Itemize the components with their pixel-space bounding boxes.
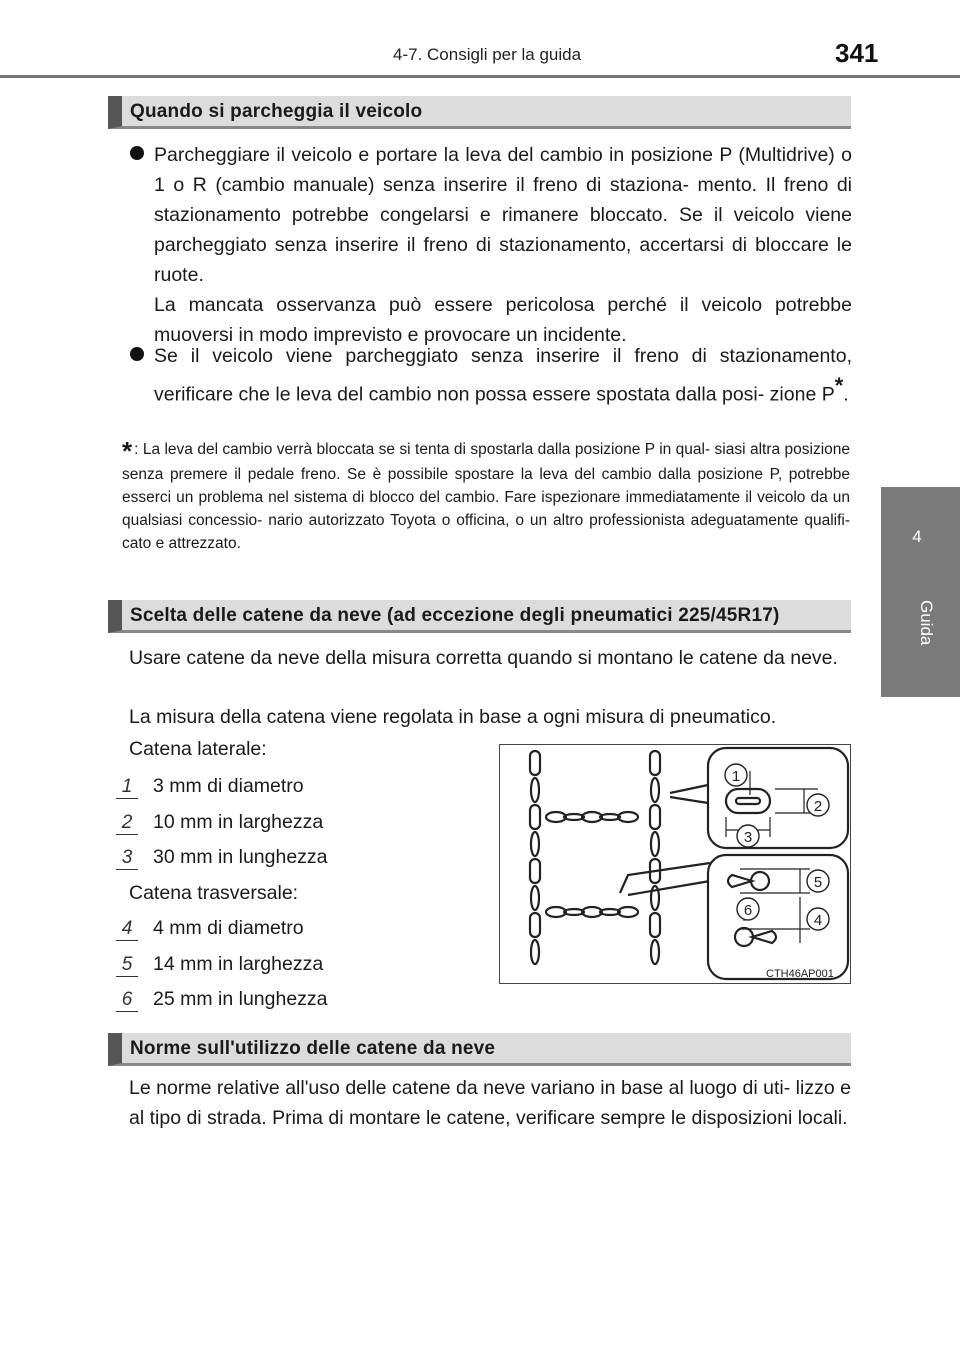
header-divider [0, 75, 960, 78]
section-title: Scelta delle catene da neve (ad eccezione degli pneumatici 225/45R17) [130, 605, 780, 626]
running-header-section: 4-7. Consigli per la guida [393, 45, 582, 64]
bullet-dot-icon [130, 146, 144, 160]
bullet-item [130, 341, 852, 410]
footnote [122, 438, 850, 555]
section-heading-parking [108, 96, 851, 129]
callout-label: 2 [813, 798, 823, 815]
section-title: Norme sull'utilizzo delle catene da neve [130, 1038, 496, 1059]
spec-text: 14 mm in larghezza [153, 953, 324, 975]
chapter-label: Guida [917, 600, 936, 646]
footnote-star: * [122, 436, 133, 466]
callout-label: 5 [813, 874, 823, 891]
spec-number: 4 [116, 918, 138, 941]
chain-diagram [500, 745, 850, 983]
callout-label: 6 [743, 902, 753, 919]
spec-number: 5 [116, 954, 138, 977]
chapter-side-tab [881, 487, 960, 697]
footnote-reference: * [834, 373, 844, 398]
chapter-number: 4 [912, 527, 922, 546]
figure-code: CTH46AP001 [766, 968, 834, 980]
footnote-text: : La leva del cambio verrà bloccata se si tenta di spostarla dalla posizione P in qual- siasi altra posizione senza premere il pedale freno. Se è possibile spostare la leva del cambio dalla posizione P, potrebbe esserci un problema nel sistema di blocco del cambio. Fare ispezionare immediatamente il veicolo da un qualsiasi concessio- nario autorizzato Toyota o officina, o un altro professionista adeguatamente qualifi- cato e attrezzato. [122, 441, 850, 552]
spec-text: 10 mm in larghezza [153, 811, 324, 833]
paragraph: La misura della catena viene regolata in base a ogni misura di pneumatico. [129, 706, 777, 728]
spec-number: 2 [116, 812, 138, 835]
spec-text: 3 mm di diametro [153, 775, 304, 797]
paragraph: Le norme relative all'uso delle catene da neve variano in base al luogo di uti- lizzo e al tipo di strada. Prima di montare le catene, verificare sempre le disposizioni locali. [129, 1077, 851, 1129]
bullet-dot-icon [130, 347, 144, 361]
callout-label: 4 [813, 912, 823, 929]
section-heading-chain-rules [108, 1033, 851, 1066]
spec-number: 6 [116, 989, 138, 1012]
bullet-text: Parcheggiare il veicolo e portare la leva del cambio in posizione P (Multidrive) o 1 o R (cambio manuale) senza inserire il freno di staziona- mento. Il freno di stazionamento potrebbe congelarsi e rimanere bloccato. Se il veicolo viene parcheggiato senza inserire il freno di stazionamento, accertarsi di bloccare le ruote. La mancata osservanza può essere pericolosa perché il veicolo potrebbe muoversi in modo imprevisto e provocare un incidente. [154, 144, 852, 346]
spec-number: 1 [116, 776, 138, 799]
callout-label: 3 [743, 829, 753, 846]
spec-number: 3 [116, 847, 138, 870]
page-number: 341 [835, 38, 879, 68]
bullet-item [130, 140, 852, 350]
snow-chain-illustration [499, 744, 851, 984]
spec-text: 4 mm di diametro [153, 917, 304, 939]
section-heading-snow-chains [108, 600, 851, 633]
spec-text: 30 mm in lunghezza [153, 846, 328, 868]
section-title: Quando si parcheggia il veicolo [130, 101, 423, 122]
spec-text: 25 mm in lunghezza [153, 988, 328, 1010]
side-chain-label: Catena laterale: [129, 738, 267, 760]
callout-label: 1 [731, 768, 741, 785]
bullet-text: Se il veicolo viene parcheggiato senza inserire il freno di stazionamento, verificare che le leva del cambio non possa essere spostata dalla posi- zione P*. [154, 345, 852, 406]
cross-chain-label: Catena trasversale: [129, 882, 299, 904]
paragraph: Usare catene da neve della misura corretta quando si montano le catene da neve. [129, 647, 838, 669]
